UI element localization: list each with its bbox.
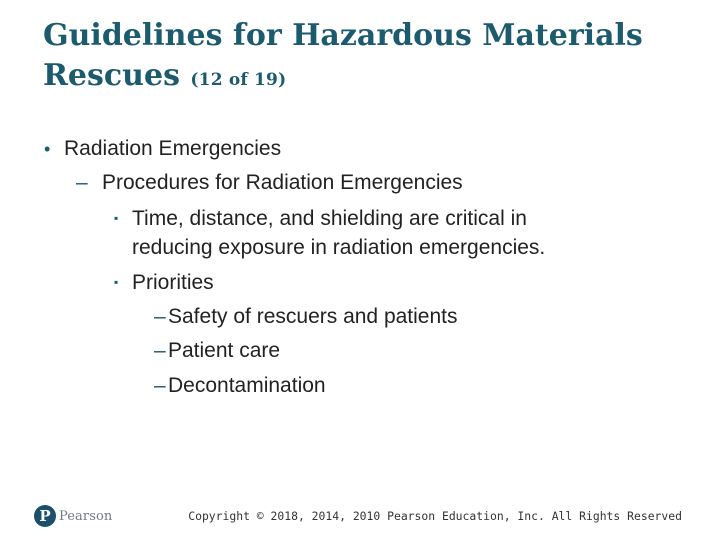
bullet-text: Patient care xyxy=(168,339,281,362)
slide-title-counter: (12 of 19) xyxy=(190,70,287,90)
bullet-text: Time, distance, and shielding are critical in xyxy=(132,207,527,230)
copyright-notice: Copyright © 2018, 2014, 2010 Pearson Education, Inc. All Rights Reserved xyxy=(188,509,682,523)
bullet-text: Radiation Emergencies xyxy=(64,137,282,160)
bullet-dash-icon: – xyxy=(154,339,166,362)
bullet-dash-icon: – xyxy=(76,171,88,194)
bullet-level1-item xyxy=(44,136,281,162)
bullet-text: Safety of rescuers and patients xyxy=(168,305,458,328)
bullet-level4-item xyxy=(154,373,326,399)
bullet-dot-icon: • xyxy=(44,139,51,159)
bullet-level3-continuation xyxy=(132,235,545,261)
bullet-text: Procedures for Radiation Emergencies xyxy=(102,171,463,194)
pearson-logo-icon: P xyxy=(34,505,56,527)
bullet-text: Priorities xyxy=(132,271,214,294)
bullet-level2-item xyxy=(76,170,463,196)
bullet-level4-item xyxy=(154,304,458,330)
bullet-level3-item xyxy=(114,269,214,296)
bullet-square-icon: ▪ xyxy=(114,275,119,289)
bullet-square-icon: ▪ xyxy=(114,211,119,225)
bullet-dash-icon: – xyxy=(154,305,166,328)
slide-title-main: Guidelines for Hazardous Materials Rescues xyxy=(43,18,643,93)
bullet-dash-icon: – xyxy=(154,374,166,397)
bullet-level4-item xyxy=(154,338,280,364)
pearson-logo xyxy=(34,505,112,527)
bullet-level3-item xyxy=(114,205,527,232)
pearson-logo-text: Pearson xyxy=(59,508,113,524)
bullet-text: Decontamination xyxy=(168,374,326,397)
bullet-text: reducing exposure in radiation emergencies. xyxy=(132,236,546,259)
